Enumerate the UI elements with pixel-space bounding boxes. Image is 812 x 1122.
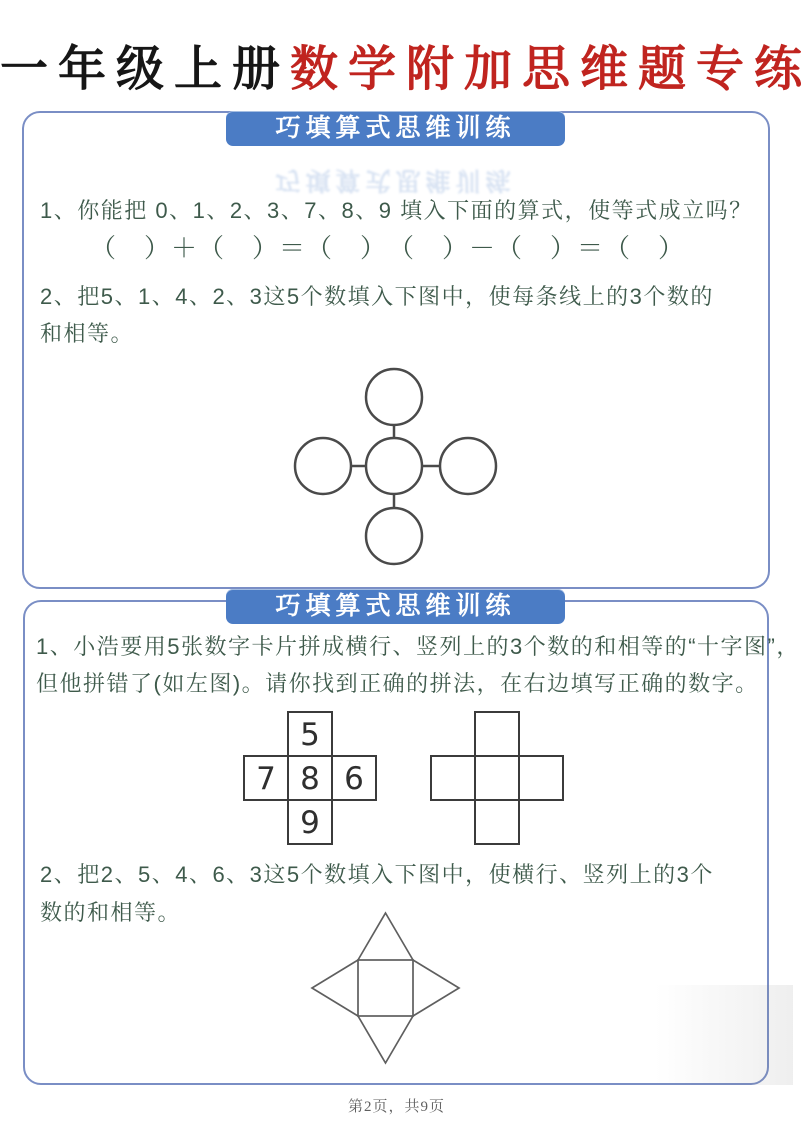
left-grid-number-mid-right: 6 xyxy=(344,761,364,797)
section-1-banner xyxy=(226,111,565,146)
s2-problem-2-text-line2: 数的和相等。 xyxy=(40,900,182,925)
five-circles-diagram xyxy=(288,362,500,568)
section-1-banner-reflection: 巧填算式思维训练 xyxy=(275,166,516,194)
left-grid-number-bottom: 9 xyxy=(300,805,320,841)
left-grid-number-center: 8 xyxy=(300,761,320,797)
circle-center xyxy=(366,438,422,494)
page-footer: 第2页，共9页 xyxy=(347,1099,445,1115)
right-grid-mid-right-cell xyxy=(519,756,563,800)
right-grid-center-cell xyxy=(475,756,519,800)
title-grade-part: 一年级上册 xyxy=(0,43,291,96)
s1-problem-1-text: 1、你能把 0、1、2、3、7、8、9 填入下面的算式，使等式成立吗？ xyxy=(40,198,753,223)
pyramid-center-square xyxy=(358,960,413,1016)
square-with-triangles-diagram xyxy=(303,906,467,1070)
circle-right xyxy=(440,438,496,494)
pyramid-top-triangle xyxy=(358,913,413,960)
section-1-banner-label: 巧填算式思维训练 xyxy=(275,114,516,142)
section-2-banner-label: 巧填算式思维训练 xyxy=(275,592,516,620)
cross-grids-diagram xyxy=(235,702,575,854)
pyramid-right-triangle xyxy=(413,960,459,1016)
circle-top xyxy=(366,369,422,425)
left-grid-number-mid-left: 7 xyxy=(256,761,276,797)
right-grid-mid-left-cell xyxy=(431,756,475,800)
s1-equation-blanks: （ ）＋（ ）＝（ ） （ ）－（ ）＝（ ） xyxy=(90,233,686,263)
s2-problem-2-text-line1: 2、把2、5、4、6、3这5个数填入下图中，使横行、竖列上的3个 xyxy=(40,862,714,887)
right-grid-top-cell xyxy=(475,712,519,756)
s1-problem-2-text-line2: 和相等。 xyxy=(40,321,135,346)
circle-bottom xyxy=(366,508,422,564)
left-grid-number-top: 5 xyxy=(300,717,320,753)
cross-grid-right-empty xyxy=(431,712,563,844)
title-subject-part: 数学附加思维题专练 xyxy=(290,43,812,96)
s2-problem-1-text-line1: 1、小浩要用5张数字卡片拼成横行、竖列上的3个数的和相等的“十字图”， xyxy=(36,634,800,659)
s1-problem-2-text-line1: 2、把5、1、4、2、3这5个数填入下图中，使每条线上的3个数的 xyxy=(40,284,714,309)
right-grid-bottom-cell xyxy=(475,800,519,844)
page-title xyxy=(0,30,812,99)
pyramid-bottom-triangle xyxy=(358,1016,413,1063)
circle-left xyxy=(295,438,351,494)
section-2-banner xyxy=(226,589,565,624)
s2-problem-1-text-line2: 但他拼错了(如左图)。请你找到正确的拼法，在右边填写正确的数字。 xyxy=(36,671,759,696)
cross-grid-left xyxy=(244,712,376,844)
pyramid-left-triangle xyxy=(312,960,358,1016)
